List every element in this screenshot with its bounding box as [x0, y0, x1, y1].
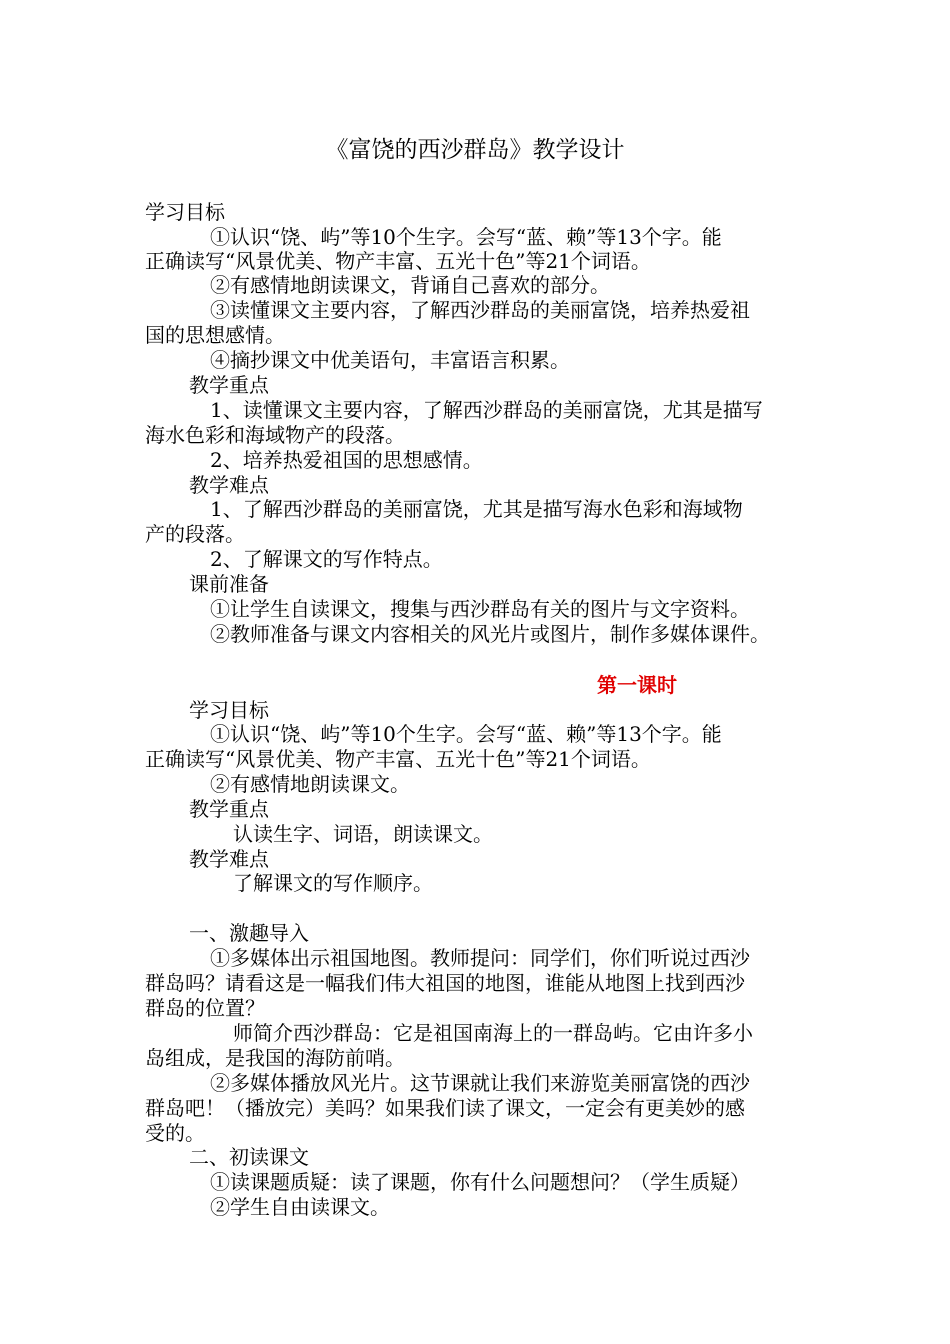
lesson-1-objective-1-line-1: ①认识“饶、屿”等10个生字。会写“蓝、赖”等13个字。能	[210, 722, 722, 746]
lesson-1-objective-2: ②有感情地朗读课文。	[210, 772, 410, 796]
objective-3-line-1: ③读懂课文主要内容，了解西沙群岛的美丽富饶，培养热爱祖	[210, 298, 750, 322]
difficulty-heading: 教学难点	[189, 473, 269, 497]
focus-1-line-2: 海水色彩和海域物产的段落。	[145, 423, 405, 447]
step-1-paragraph-1-line-3: 群岛的位置？	[145, 996, 265, 1020]
prep-2: ②教师准备与课文内容相关的风光片或图片，制作多媒体课件。	[210, 622, 770, 646]
step-1-paragraph-3-line-3: 受的。	[145, 1121, 205, 1145]
difficulty-2: 2、了解课文的写作特点。	[210, 547, 443, 571]
prep-heading: 课前准备	[189, 572, 269, 596]
step-1-paragraph-2-line-2: 岛组成，是我国的海防前哨。	[145, 1046, 405, 1070]
objective-1-line-1: ①认识“饶、屿”等10个生字。会写“蓝、赖”等13个字。能	[210, 225, 722, 249]
lesson-1-objective-1-line-2: 正确读写“风景优美、物产丰富、五光十色”等21个词语。	[145, 747, 651, 771]
step-1-paragraph-1-line-2: 群岛吗？请看这是一幅我们伟大祖国的地图，谁能从地图上找到西沙	[145, 971, 745, 995]
step-1-paragraph-3-line-1: ②多媒体播放风光片。这节课就让我们来游览美丽富饶的西沙	[210, 1071, 750, 1095]
prep-1: ①让学生自读课文，搜集与西沙群岛有关的图片与文字资料。	[210, 597, 750, 621]
step-1-heading: 一、激趣导入	[189, 921, 309, 945]
step-1-paragraph-2-line-1: 师简介西沙群岛：它是祖国南海上的一群岛屿。它由许多小	[233, 1021, 753, 1045]
lesson-1-objectives-heading: 学习目标	[189, 698, 269, 722]
step-2-paragraph-2: ②学生自由读课文。	[210, 1195, 390, 1219]
difficulty-1-line-1: 1、了解西沙群岛的美丽富饶，尤其是描写海水色彩和海域物	[210, 497, 743, 521]
step-2-heading: 二、初读课文	[189, 1145, 309, 1169]
objective-3-line-2: 国的思想感情。	[145, 323, 285, 347]
step-1-paragraph-3-line-2: 群岛吧！（播放完）美吗？如果我们读了课文，一定会有更美妙的感	[145, 1096, 745, 1120]
difficulty-1-line-2: 产的段落。	[145, 522, 245, 546]
focus-2: 2、培养热爱祖国的思想感情。	[210, 448, 483, 472]
lesson-1-difficulty-heading: 教学难点	[189, 847, 269, 871]
step-1-paragraph-1-line-1: ①多媒体出示祖国地图。教师提问：同学们，你们听说过西沙	[210, 946, 750, 970]
objective-1-line-2: 正确读写“风景优美、物产丰富、五光十色”等21个词语。	[145, 249, 651, 273]
focus-1-line-1: 1、读懂课文主要内容，了解西沙群岛的美丽富饶，尤其是描写	[210, 398, 763, 422]
focus-heading: 教学重点	[189, 373, 269, 397]
objective-2: ②有感情地朗读课文，背诵自己喜欢的部分。	[210, 273, 610, 297]
objective-4: ④摘抄课文中优美语句，丰富语言积累。	[210, 348, 570, 372]
step-2-paragraph-1: ①读课题质疑：读了课题，你有什么问题想问？（学生质疑）	[210, 1170, 750, 1194]
lesson-1-focus: 认读生字、词语，朗读课文。	[233, 822, 493, 846]
lesson-1-difficulty: 了解课文的写作顺序。	[233, 871, 433, 895]
document-title: 《富饶的西沙群岛》教学设计	[325, 137, 625, 163]
objectives-heading: 学习目标	[145, 200, 225, 224]
lesson-1-focus-heading: 教学重点	[189, 797, 269, 821]
lesson-1-heading: 第一课时	[597, 673, 677, 697]
